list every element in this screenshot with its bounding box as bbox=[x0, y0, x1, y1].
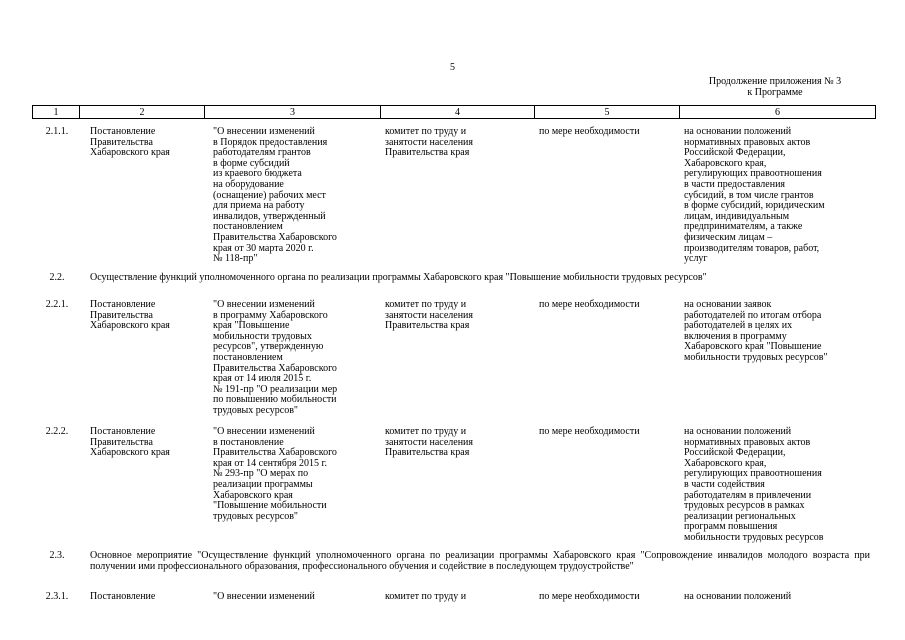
document-title: "О внесении изменений bbox=[213, 591, 315, 602]
term: по мере необходимости bbox=[539, 299, 640, 310]
document-type: Постановление Правительства Хабаровского края bbox=[90, 299, 170, 332]
term: по мере необходимости bbox=[539, 126, 640, 137]
executor: комитет по труду и занятости населения Правительства края bbox=[385, 426, 474, 459]
basis: на основании положений bbox=[684, 591, 792, 602]
column-number-header bbox=[32, 105, 876, 119]
basis: на основании положений нормативных правовых актов Российской Федерации, Хабаровского края, регулирующих правоотношения в части предоставления субсидий, в том числе грантов в форме субсидий, юридическим лицам, индивидуальным предпринимателям, а также физическим лицам – производителям товаров, работ, услуг bbox=[684, 126, 825, 265]
document-title: "О внесении изменений в Порядок предоставления работодателям грантов в форме субсидий из краевого бюджета на оборудование (оснащение) рабочих мест для приема на работу инвалидов, утвержденный постановлением Правительства Хабаровского края от 30 марта 2020 г. № 118-пр" bbox=[213, 126, 337, 265]
section-title: Осуществление функций уполномоченного органа по реализации программы Хабаровского края "Повышение мобильности трудовых ресурсов" bbox=[90, 272, 707, 283]
continuation-line-1: Продолжение приложения № 3 bbox=[708, 76, 842, 87]
row-number: 2.2. bbox=[49, 272, 65, 283]
column-number-5: 5 bbox=[535, 106, 680, 119]
column-number-1: 1 bbox=[33, 106, 80, 119]
basis: на основании положений нормативных правовых актов Российской Федерации, Хабаровского края, регулирующих правоотношения в части содействия работодателям в привлечении трудовых ресурсов в рамках реализации региональных программ повышения мобильности трудовых ресурсов bbox=[684, 426, 824, 543]
document-type: Постановление Правительства Хабаровского края bbox=[90, 426, 170, 459]
executor: комитет по труду и занятости населения Правительства края bbox=[385, 126, 474, 159]
executor: комитет по труду и занятости населения Правительства края bbox=[385, 299, 474, 332]
column-number-4: 4 bbox=[381, 106, 535, 119]
basis: на основании заявок работодателей по итогам отбора работодателей в целях их включения в программу Хабаровского края "Повышение мобильности трудовых ресурсов" bbox=[684, 299, 828, 363]
section-title: Основное мероприятие "Осуществление функций уполномоченного органа по реализации программы Хабаровского края "Сопровождение инвалидов молодого возраста при получении ими профессионального образования, профессионального обучения и содействие в последующем трудоустройстве" bbox=[90, 550, 870, 572]
row-number: 2.2.2. bbox=[45, 426, 69, 437]
continuation-caption bbox=[690, 77, 860, 98]
document-title: "О внесении изменений в постановление Правительства Хабаровского края от 14 сентября 2015 г. № 293-пр "О мерах по реализации программы Хабаровского края "Повышение мобильности трудовых ресурсов" bbox=[213, 426, 337, 522]
column-number-3: 3 bbox=[205, 106, 381, 119]
row-number: 2.3.1. bbox=[45, 591, 69, 602]
page-number: 5 bbox=[450, 62, 455, 73]
document-title: "О внесении изменений в программу Хабаровского края "Повышение мобильности трудовых ресурсов", утвержденную постановлением Правительства Хабаровского края от 14 июля 2015 г. № 191-пр "О реализации мер по повышению мобильности трудовых ресурсов" bbox=[213, 299, 338, 416]
row-number: 2.3. bbox=[49, 550, 65, 561]
continuation-line-2: к Программе bbox=[747, 86, 803, 98]
column-number-2: 2 bbox=[80, 106, 205, 119]
term: по мере необходимости bbox=[539, 426, 640, 437]
document-type: Постановление Правительства Хабаровского края bbox=[90, 126, 170, 159]
row-number: 2.1.1. bbox=[45, 126, 69, 137]
term: по мере необходимости bbox=[539, 591, 640, 602]
column-number-6: 6 bbox=[680, 106, 876, 119]
row-number: 2.2.1. bbox=[45, 299, 69, 310]
document-type: Постановление bbox=[90, 591, 156, 602]
executor: комитет по труду и bbox=[385, 591, 467, 602]
